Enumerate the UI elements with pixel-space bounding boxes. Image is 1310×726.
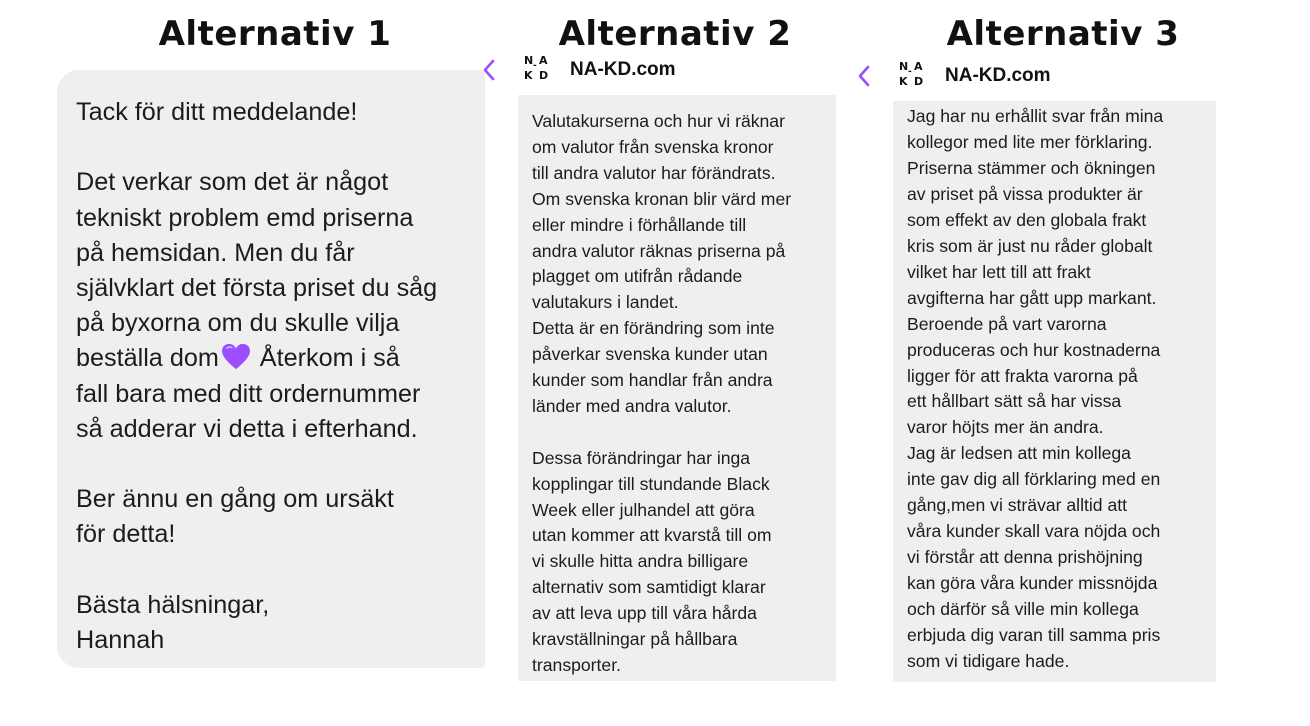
message-line: utan kommer att kvarstå till om <box>532 525 772 546</box>
message-line: Priserna stämmer och ökningen <box>907 157 1156 178</box>
message-line: erbjuda dig varan till samma pris <box>907 625 1161 646</box>
message-line: vilket har lett till att frakt <box>907 261 1091 282</box>
message-line: Beroende på vart varorna <box>907 313 1107 334</box>
message-line: som effekt av den globala frakt <box>907 209 1147 230</box>
message-line: kunder som handlar från andra <box>532 370 773 391</box>
alternative-2-title: Alternativ 2 <box>558 17 792 49</box>
message-line: kan göra våra kunder missnöjda <box>907 573 1158 594</box>
message-paragraph-1 <box>532 109 836 420</box>
na-kd-logo: N A - K D <box>899 60 924 88</box>
message-body <box>76 165 475 447</box>
message-line: som vi tidigare hade. <box>907 651 1070 672</box>
message-line: gång,men vi strävar alltid att <box>907 495 1128 516</box>
message-line: alternativ som samtidigt klarar <box>532 577 766 598</box>
message-line: av att leva upp till våra hårda <box>532 603 757 624</box>
message-line: ligger för att frakta varorna på <box>907 365 1138 386</box>
alternative-3-message <box>893 101 1216 682</box>
message-apology: Ber ännu en gång om ursäkt för detta! <box>76 485 394 549</box>
message-line: kris som är just nu råder globalt <box>907 235 1153 256</box>
brand-name: NA-KD.com <box>945 65 1051 86</box>
message-line: vi förstår att denna prishöjning <box>907 547 1143 568</box>
message-body-text-continued: Återkom i så fall bara med ditt ordernummer så adderar vi detta i efterhand. <box>76 344 421 443</box>
message-paragraph-2 <box>532 446 836 679</box>
message-line: valutakurs i landet. <box>532 292 679 313</box>
message-line: vi skulle hitta andra billigare <box>532 551 749 572</box>
alternative-1-message-bubble <box>57 70 485 668</box>
message-line: kollegor med lite mer förklaring. <box>907 131 1153 152</box>
message-line: transporter. <box>532 655 621 676</box>
message-line: kopplingar till stundande Black <box>532 473 770 494</box>
message-line: Detta är en förändring som inte <box>532 318 775 339</box>
na-kd-logo: N A - K D <box>524 54 549 82</box>
message-line: till andra valutor har förändrats. <box>532 162 776 183</box>
message-line: andra valutor räknas priserna på <box>532 240 786 261</box>
message-line: plagget om utifrån rådande <box>532 266 743 287</box>
message-line: eller mindre i förhållande till <box>532 214 747 235</box>
message-greeting: Tack för ditt meddelande! <box>76 98 358 126</box>
alternative-3-header <box>855 60 1075 94</box>
alternative-3-title: Alternativ 3 <box>946 17 1180 49</box>
message-line: avgifterna har gått upp markant. <box>907 287 1157 308</box>
message-line: Jag är ledsen att min kollega <box>907 443 1131 464</box>
message-line: Valutakurserna och hur vi räknar <box>532 111 785 131</box>
message-line: Week eller julhandel att göra <box>532 499 755 520</box>
message-line: ett hållbart sätt så har vissa <box>907 391 1122 412</box>
message-line: påverkar svenska kunder utan <box>532 344 768 365</box>
purple-heart-icon <box>221 343 251 370</box>
message-line: produceras och hur kostnaderna <box>907 339 1161 360</box>
alternative-1-title: Alternativ 1 <box>158 17 392 49</box>
alternative-2-header <box>480 54 700 88</box>
message-line: om valutor från svenska kronor <box>532 136 774 157</box>
message-line: inte gav dig all förklaring med en <box>907 469 1161 490</box>
message-line: länder med andra valutor. <box>532 395 732 416</box>
message-line: varor höjts mer än andra. <box>907 417 1104 438</box>
message-line: kravställningar på hållbara <box>532 629 738 650</box>
brand-name: NA-KD.com <box>570 59 676 80</box>
message-paragraph <box>907 104 1216 675</box>
message-line: Dessa förändringar har inga <box>532 447 751 468</box>
message-line: av priset på vissa produkter är <box>907 183 1143 204</box>
message-line: våra kunder skall vara nöjda och <box>907 521 1161 542</box>
chevron-left-icon[interactable] <box>857 64 871 88</box>
message-line: Om svenska kronan blir värd mer <box>532 188 792 209</box>
chevron-left-icon[interactable] <box>482 58 496 82</box>
message-signoff: Bästa hälsningar, Hannah <box>76 590 270 654</box>
message-body-text: Det verkar som det är något tekniskt problem emd priserna på hemsidan. Men du får självklart det första priset du såg på byxorna om du skulle vilja beställa dom <box>76 168 438 373</box>
message-line: och därför så ville min kollega <box>907 599 1139 620</box>
message-line: Jag har nu erhållit svar från mina <box>907 106 1164 126</box>
alternative-2-message <box>518 95 836 681</box>
